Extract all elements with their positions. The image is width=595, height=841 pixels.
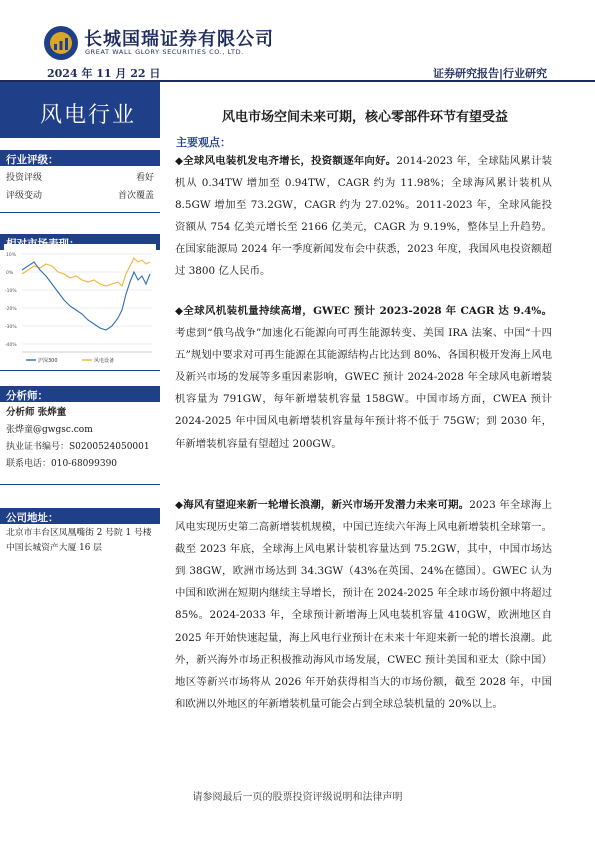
rating-section-head: 行业评级： — [0, 150, 160, 166]
key-point-body: 2023 年全球海上风电实现历史第二高新增装机规模，中国已连续六年海上风电新增装机全球第一。截至 2023 年底，全球海上风电累计装机容量达到 75.2GW，其中，中国市场达到 38GW，欧洲市场达到 34.3GW（43%在英国、24%在德国）。GWEC 认为中国和欧洲在短期内继续主导增长，预计在 2024-2025 年全球市场份额中将超过 85%。2024-2033 年，全球预计新增海上风电装机容量 410GW，欧洲地区自 2025 年开始快速起量，海上风电行业预计在未来十年迎来新一轮的增长浪潮。此外，新兴海外市场正积极推动海风市场发展，CWEC 预计美国和亚太（除中国）地区等新兴市场将从 2026 年开始获得相当大的市场份额，截至 2028 年，中国和欧洲以外地区的年新增装机量可能会占到全球总装机量的 20%以上。 — [175, 499, 552, 710]
divider — [0, 212, 160, 213]
footer-disclaimer: 请参阅最后一页的股票投资评级说明和法律声明 — [192, 792, 403, 803]
key-points-head: 主要观点： — [176, 136, 231, 149]
key-point-paragraph — [175, 150, 552, 283]
analyst-email[interactable]: 张烨童@gwgsc.com — [6, 425, 93, 435]
rating-label: 评级变动 — [6, 191, 43, 201]
key-point-paragraph — [175, 494, 552, 715]
divider — [0, 484, 160, 485]
key-point-body: 考虑到“俄乌战争”加速化石能源向可再生能源转变、美国 IRA 法案、中国“十四五”规划中要求对可再生能源在其能源结构占比达到 80%、各国积极开发海上风电及新兴市场的发展等多重因素影响，GWEC 预计 2024-2028 年全球风电新增装机容量为 791GW，每年新增装机容量 158GW。中国市场方面，CWEA 预计 2024-2025 年中国风电新增装机容量每年预计将不低于 75GW；到 2030 年，年新增装机容量有望超过 200GW。 — [175, 327, 552, 450]
company-address: 北京市丰台区凤凰嘴街 2 号院 1 号楼中国长城资产大厦 16 层 — [6, 528, 152, 553]
logo-bars-icon — [53, 38, 69, 50]
legend-series-2: 风电设备 — [94, 358, 115, 364]
report-title: 风电市场空间未来可期，核心零部件环节有望受益 — [221, 110, 508, 125]
performance-chart-svg — [4, 244, 156, 366]
analyst-cert: 执业证书编号：S0200524050001 — [6, 442, 150, 452]
svg-text:-40%: -40% — [5, 343, 17, 348]
rating-value: 首次覆盖 — [117, 191, 154, 201]
address-section-head: 公司地址： — [0, 508, 160, 524]
report-type: 证券研究报告|行业研究 — [432, 67, 547, 80]
rating-row — [6, 170, 154, 183]
report-date: 2024 年 11 月 22 日 — [47, 67, 161, 80]
svg-text:-10%: -10% — [5, 289, 17, 294]
industry-banner: 风电行业 — [0, 82, 160, 138]
page-header — [0, 0, 595, 82]
analyst-name: 分析师 张烨童 — [6, 407, 67, 418]
analyst-section-head: 分析师： — [0, 386, 160, 402]
rating-value: 看好 — [135, 173, 154, 183]
key-point-lead: ◆全球风电装机发电齐增长，投资额逐年向好。 — [175, 155, 397, 167]
svg-text:-20%: -20% — [5, 307, 17, 312]
rating-label: 投资评级 — [6, 173, 43, 183]
key-point-lead: ◆全球风机装机量持续高增，GWEC 预计 2023-2028 年 CAGR 达 9.4%。 — [175, 305, 552, 317]
company-name-en: GREAT WALL GLORY SECURITIES CO., LTD. — [85, 48, 244, 56]
key-point-paragraph — [175, 300, 552, 455]
company-name-cn: 长城国瑞证券有限公司 — [84, 29, 274, 50]
key-point-lead: ◆海风有望迎来新一轮增长浪潮，新兴市场开发潜力未来可期。 — [175, 499, 470, 511]
company-logo — [44, 26, 78, 60]
svg-text:0%: 0% — [6, 271, 14, 276]
relative-performance-chart — [4, 244, 156, 366]
rating-row — [6, 188, 154, 201]
divider — [0, 370, 160, 371]
svg-text:10%: 10% — [6, 253, 17, 258]
legend-series-1: 沪深300 — [38, 358, 58, 364]
analyst-phone: 联系电话：010-68099390 — [6, 459, 118, 469]
key-point-body: 2014-2023 年，全球陆风累计装机从 0.34TW 增加至 0.94TW，CAGR 约为 11.98%；全球海风累计装机从 8.5GW 增加至 73.2GW，CAGR 约为 27.02%。2011-2023 年，全球风能投资额从 754 亿美元增长至 2166 亿美元，CAGR 为 9.19%，整体呈上升趋势。在国家能源局 2024 年一季度新闻发布会中获悉，2023 年度，我国风电投资额超过 3800 亿人民币。 — [175, 155, 552, 278]
svg-text:-30%: -30% — [5, 325, 17, 330]
sidebar — [0, 82, 160, 662]
